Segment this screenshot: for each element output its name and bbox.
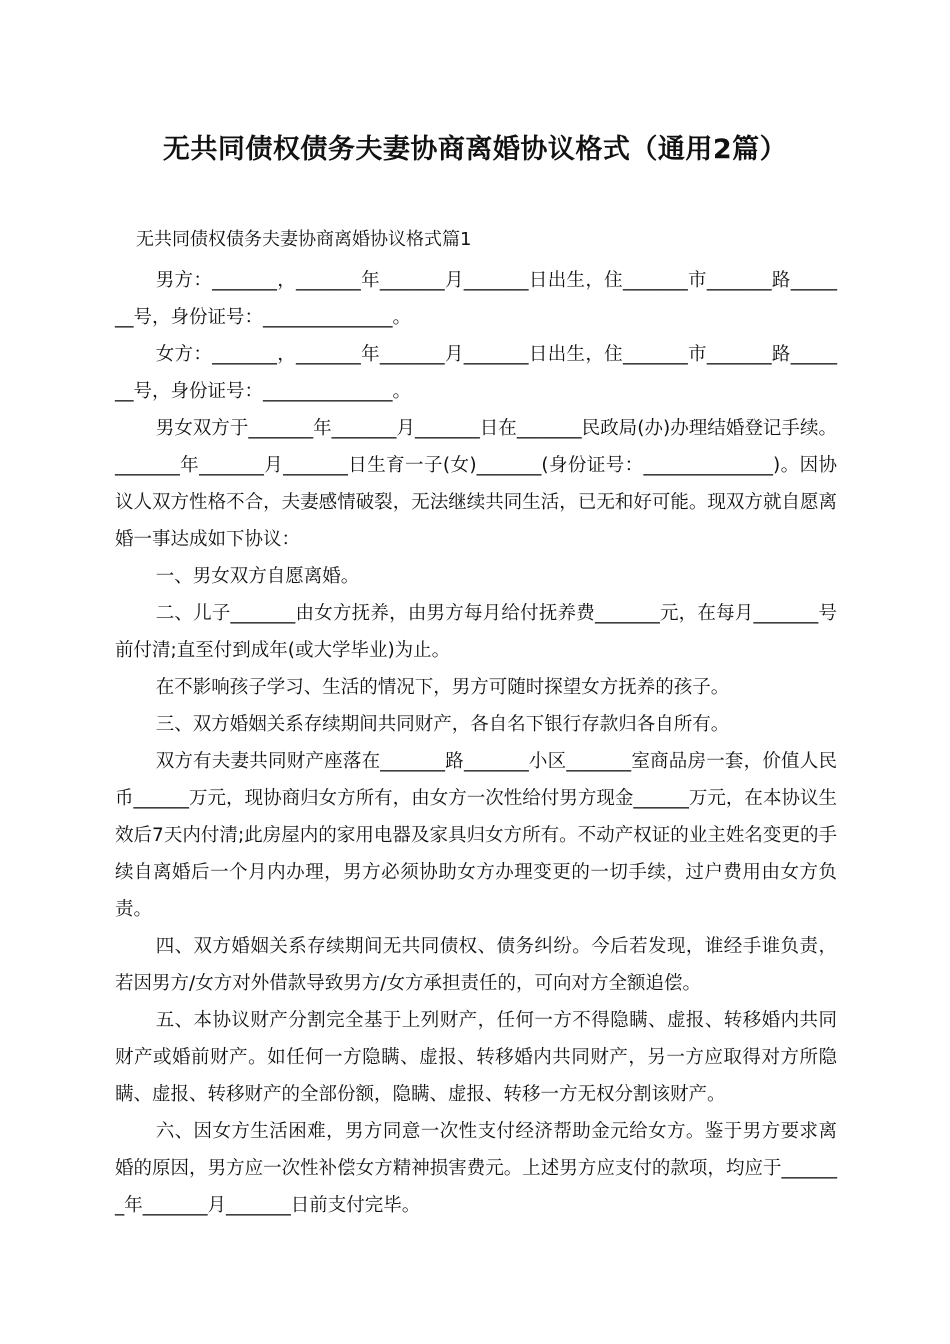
paragraph-marriage-background: 男女双方于_______年_______月_______日在_______民政局(办)办理结婚登记手续。_______年_______月_______日生育一子(女)_______(身份证号：______________)。因协议人双方性格不合，夫妻感情破裂，无法继续共同生活，已无和好可能。现双方就自愿离婚一事达成如下协议： [115,418,837,550]
paragraph-wife-info: 女方：_______，_______年_______月_______日出生，住_______市_______路_______号，身份证号：______________。 [115,344,837,402]
paragraph-property: 双方有夫妻共同财产座落在_______路_______小区_______室商品房一套，价值人民币______万元，现协商归女方所有，由女方一次性给付男方现金______万元，在本协议生效后7天内付清;此房屋内的家用电器及家具归女方所有。不动产权证的业主姓名变更的手续自离婚后一个月内办理，男方必须协助女方办理变更的一切手续，过户费用由女方负责。 [115,751,837,920]
paragraph-clause-1: 一、男女双方自愿离婚。 [155,566,360,587]
paragraph-visitation: 在不影响孩子学习、生活的情况下，男方可随时探望女方抚养的孩子。 [155,677,730,698]
document-title: 无共同债权债务夫妻协商离婚协议格式（通用2篇） [162,134,788,165]
paragraph-husband-info: 男方：_______，_______年_______月_______日出生，住_______市_______路_______号，身份证号：______________。 [115,270,837,328]
document-body [115,262,837,1224]
paragraph-clause-5: 五、本协议财产分割完全基于上列财产，任何一方不得隐瞒、虚报、转移婚内共同财产或婚前财产。如任何一方隐瞒、虚报、转移婚内共同财产，另一方应取得对方所隐瞒、虚报、转移财产的全部份额，隐瞒、虚报、转移一方无权分割该财产。 [115,1010,837,1105]
paragraph-clause-2: 二、儿子_______由女方抚养，由男方每月给付抚养费_______元，在每月_______号前付清;直至付到成年(或大学毕业)为止。 [115,603,837,661]
paragraph-clause-6: 六、因女方生活困难，男方同意一次性支付经济帮助金元给女方。鉴于男方要求离婚的原因，男方应一次性补偿女方精神损害费元。上述男方应支付的款项，均应于_______年_______月_______日前支付完毕。 [115,1121,837,1216]
paragraph-clause-4: 四、双方婚姻关系存续期间无共同债权、债务纠纷。今后若发现，谁经手谁负责，若因男方/女方对外借款导致男方/女方承担责任的，可向对方全额追偿。 [115,936,837,994]
paragraph-clause-3: 三、双方婚姻关系存续期间共同财产，各自名下银行存款归各自所有。 [155,714,730,735]
section-heading: 无共同债权债务夫妻协商离婚协议格式篇1 [136,229,472,250]
